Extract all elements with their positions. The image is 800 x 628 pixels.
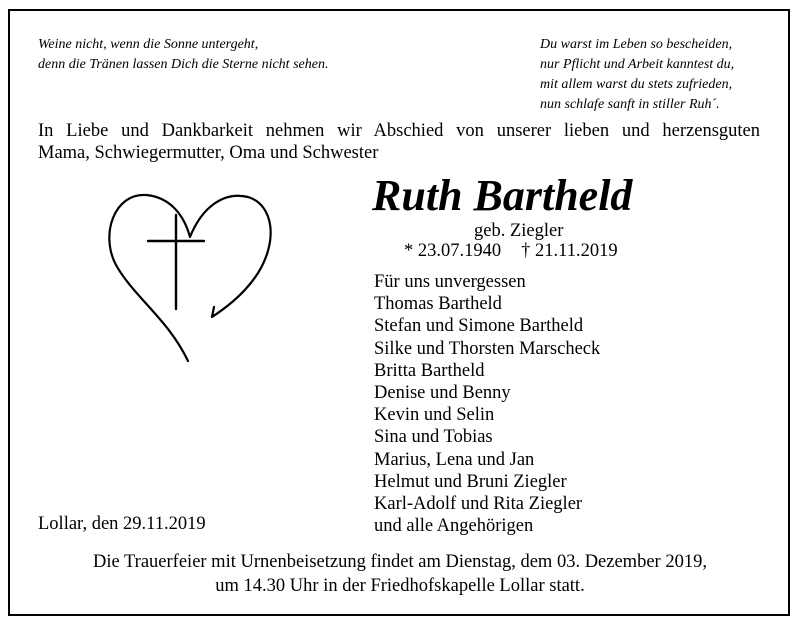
service-line: um 14.30 Uhr in der Friedhofskapelle Lollar statt. <box>215 576 585 596</box>
service-info <box>0 550 800 598</box>
death-date: † 21.11.2019 <box>521 241 618 261</box>
mourners-list <box>374 271 600 537</box>
intro-text <box>38 120 760 164</box>
list-item: Marius, Lena und Jan <box>374 449 535 470</box>
list-item: Für uns unvergessen <box>374 272 526 292</box>
list-item: Britta Bartheld <box>374 360 485 381</box>
list-item: Denise und Benny <box>374 383 511 404</box>
list-item: Sina und Tobias <box>374 427 493 448</box>
list-item: Kevin und Selin <box>374 405 495 426</box>
list-item: und alle Angehörigen <box>374 516 534 537</box>
poem-left <box>38 35 328 75</box>
poem-right-line: nun schlafe sanft in stiller Ruh´. <box>540 97 720 112</box>
poem-left-line: denn die Tränen lassen Dich die Sterne nicht sehen. <box>38 57 329 72</box>
list-item: Thomas Bartheld <box>374 294 502 315</box>
list-item: Silke und Thorsten Marscheck <box>374 338 601 359</box>
list-item: Stefan und Simone Bartheld <box>374 316 584 337</box>
heart-with-cross-icon <box>106 189 276 369</box>
intro-line: Mama, Schwiegermutter, Oma und Schwester <box>38 143 379 163</box>
life-dates <box>404 241 618 262</box>
list-item: Helmut und Bruni Ziegler <box>374 471 567 492</box>
service-line: Die Trauerfeier mit Urnenbeisetzung findet am Dienstag, dem 03. Dezember 2019, <box>93 552 707 572</box>
poem-left-line: Weine nicht, wenn die Sonne untergeht, <box>38 37 259 52</box>
place-date: Lollar, den 29.11.2019 <box>38 514 206 534</box>
birth-date: * 23.07.1940 <box>404 241 502 261</box>
poem-right <box>540 35 734 115</box>
poem-right-line: Du warst im Leben so bescheiden, <box>540 37 733 52</box>
birth-name: geb. Ziegler <box>474 221 564 241</box>
poem-right-line: mit allem warst du stets zufrieden, <box>540 77 733 92</box>
list-item: Karl-Adolf und Rita Ziegler <box>374 494 583 515</box>
deceased-name: Ruth Bartheld <box>372 171 633 220</box>
poem-right-line: nur Pflicht und Arbeit kanntest du, <box>540 57 735 72</box>
intro-line: In Liebe und Dankbarkeit nehmen wir Abschied von unserer lieben und herzensguten <box>38 121 760 141</box>
